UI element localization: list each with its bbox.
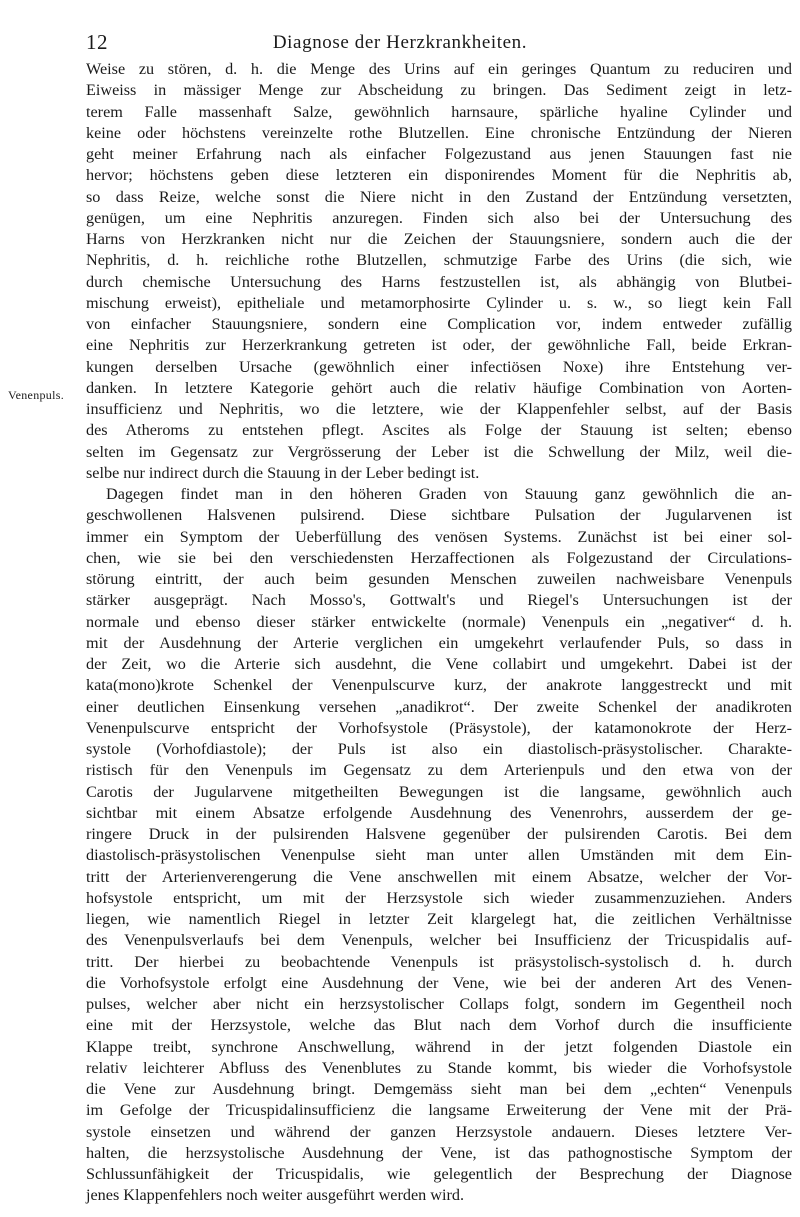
text-line: kungen derselben Ursache (gewöhnlich einer infectiösen Noxe) ihre Entstehung ver- (86, 357, 792, 376)
text-line: kata(mono)krote Schenkel der Venenpulscurve kurz, der anakrote langgestreckt und mit (86, 676, 792, 695)
text-line: danken. In letztere Kategorie gehört auch die relativ häufige Combination von Aorten- (86, 378, 792, 397)
text-line: immer ein Symptom der Ueberfüllung des venösen Systems. Zunächst ist bei einer sol- (86, 527, 792, 546)
text-line: ristisch für den Venenpuls im Gegensatz zu dem Arterienpuls und den etwa von der (86, 761, 792, 780)
text-line: eine mit der Herzsystole, welche das Blut nach dem Vorhof durch die insufficiente (86, 1016, 792, 1035)
text-line: des Venenpulsverlaufs bei dem Venenpuls, welcher bei Insufficienz der Tricuspidalis auf- (86, 931, 792, 950)
text-line: durch chemische Untersuchung des Harns festzustellen ist, als abhängig von Blutbei- (86, 272, 792, 291)
text-line: terem Falle massenhaft Salze, gewöhnlich harnsaure, spärliche hyaline Cylinder und (86, 102, 792, 121)
text-line: geht meiner Erfahrung nach als einfacher Folgezustand aus jenen Stauungen fast nie (86, 145, 792, 163)
running-title: Diagnose der Herzkrankheiten. (272, 32, 528, 53)
text-line: Venenpulscurve entspricht der Vorhofsystole (Präsystole), der katamonokrote der Herz- (86, 718, 792, 737)
paragraph-2 (86, 484, 792, 1207)
text-line: diastolisch-präsystolischen Venenpulse sieht man unter allen Umständen mit dem Ein- (86, 846, 792, 865)
text-line: hervor; höchstens geben diese letzteren ein disponirendes Moment für die Nephritis ab, (86, 166, 792, 185)
text-line: mit der Ausdehnung der Arterie verglichen ein umgekehrt verlaufender Puls, so dass in (86, 633, 792, 652)
text-line: die Vene zur Ausdehnung bringt. Demgemäss sieht man bei dem „echten“ Venenpuls (86, 1080, 792, 1098)
text-line: mischung erweist), epitheliale und metamorphosirte Cylinder u. s. w., so liegt kein Fall (86, 293, 792, 312)
text-line: ringere Druck in der pulsirenden Halsvene gegenüber der pulsirenden Carotis. Bei dem (86, 825, 792, 843)
text-line: keine oder höchstens vereinzelte rothe Blutzellen. Eine chronische Entzündung der Nieren (86, 123, 792, 142)
text-line: Dagegen findet man in den höheren Graden von Stauung ganz gewöhnlich die an- (106, 485, 792, 503)
text-line: insufficienz und Nephritis, wo die letztere, wie der Klappenfehler selbst, auf der Basis (86, 400, 792, 418)
text-line: relativ leichterer Abfluss des Venenblutes zu Stande kommt, bis wieder die Vorhofsystole (86, 1058, 792, 1077)
text-line: geschwollenen Halsvenen pulsirend. Diese sichtbare Pulsation der Jugularvenen ist (86, 506, 792, 525)
text-line: normale und ebenso dieser stärker entwickelte (normale) Venenpuls ein „negativer“ d. h. (86, 612, 792, 631)
text-line: selbe nur indirect durch die Stauung in der Leber bedingt ist. (86, 463, 480, 482)
text-line: im Gefolge der Tricuspidalinsufficienz die langsame Erweiterung der Vene mit der Prä- (86, 1101, 792, 1120)
text-line: die Vorhofsystole erfolgt eine Ausdehnung der Vene, wie bei der anderen Art des Venen- (86, 973, 792, 992)
text-line: Harns von Herzkranken nicht nur die Zeichen der Stauungsniere, sondern auch die der (86, 230, 792, 248)
text-line: tritt. Der hierbei zu beobachtende Venenpuls ist präsystolisch-systolisch d. h. durch (86, 952, 792, 971)
text-line: systole (Vorhofdiastole); der Puls ist also ein diastolisch-präsystolischer. Charakte- (86, 740, 792, 758)
text-line: eine Nephritis zur Herzerkrankung getreten ist oder, der gewöhnliche Fall, beide Erkran- (86, 336, 792, 355)
paragraph-1 (86, 59, 792, 484)
text-line: so dass Reize, welche sonst die Niere nicht in den Zustand der Entzündung versetzten, (86, 187, 792, 206)
text-line: Carotis der Jugularvene mitgetheilten Bewegungen ist die langsame, gewöhnlich auch (86, 782, 792, 801)
text-line: genügen, um eine Nephritis anzuregen. Finden sich also bei der Untersuchung des (86, 208, 792, 227)
text-line: des Atheroms zu entstehen pflegt. Ascites als Folge der Stauung ist selten; ebenso (86, 421, 792, 440)
text-line: Schlussunfähigkeit der Tricuspidalis, wie gelegentlich der Besprechung der Diagnose (86, 1165, 792, 1183)
page-header (0, 30, 800, 56)
margin-note: Venenpuls. (8, 388, 64, 402)
text-line: sichtbar mit einem Absatze erfolgende Ausdehnung des Venenrohrs, ausserdem der ge- (86, 803, 792, 822)
page-number: 12 (86, 30, 108, 54)
text-line: einer deutlichen Einsenkung versehen „anadikrot“. Der zweite Schenkel der anadikroten (86, 697, 792, 716)
text-line: systole einsetzen und während der ganzen Herzsystole andauern. Dieses letztere Ver- (86, 1122, 792, 1141)
text-line: liegen, wie namentlich Riegel in letzter Zeit klargelegt hat, die zeitlichen Verhältnisse (86, 910, 792, 928)
text-line: hofsystole entspricht, um mit der Herzsystole sich wieder zusammenzuziehen. Anders (86, 888, 792, 907)
text-line: störung eintritt, der auch beim gesunden Menschen zuweilen nachweisbare Venenpuls (86, 570, 792, 588)
text-line: tritt der Arterienverengerung die Vene anschwellen mit einem Absatze, welcher der Vor- (86, 867, 792, 886)
text-line: selten im Gegensatz zur Vergrösserung der Leber ist die Schwellung der Milz, weil die- (86, 442, 792, 461)
text-line: Nephritis, d. h. reichliche rothe Blutzellen, schmutzige Farbe des Urins (die sich, wie (86, 251, 792, 270)
text-line: Weise zu stören, d. h. die Menge des Urins auf ein geringes Quantum zu reduciren und (86, 60, 792, 78)
text-line: halten, die herzsystolische Ausdehnung der Vene, ist das pathognostische Symptom der (86, 1143, 792, 1162)
text-line: stärker ausgeprägt. Nach Mosso's, Gottwalt's und Riegel's Untersuchungen ist der (86, 591, 792, 610)
body-text (86, 59, 792, 1207)
text-line: Klappe treibt, synchrone Anschwellung, während in der jetzt folgenden Diastole ein (86, 1037, 792, 1056)
text-line: jenes Klappenfehlers noch weiter ausgeführt werden wird. (86, 1186, 465, 1205)
text-line: chen, wie sie bei den verschiedensten Herzaffectionen als Folgezustand der Circulations- (86, 548, 792, 567)
text-line: von einfacher Stauungsniere, sondern eine Complication vor, indem entweder zufällig (86, 315, 792, 333)
text-line: pulses, welcher aber nicht ein herzsystolischer Collaps folgt, sondern im Gegentheil noch (86, 995, 792, 1013)
text-line: der Zeit, wo die Arterie sich ausdehnt, die Vene collabirt und umgekehrt. Dabei ist der (86, 655, 792, 673)
text-line: Eiweiss in mässiger Menge zur Abscheidung zu bringen. Das Sediment zeigt in letz- (86, 81, 792, 100)
